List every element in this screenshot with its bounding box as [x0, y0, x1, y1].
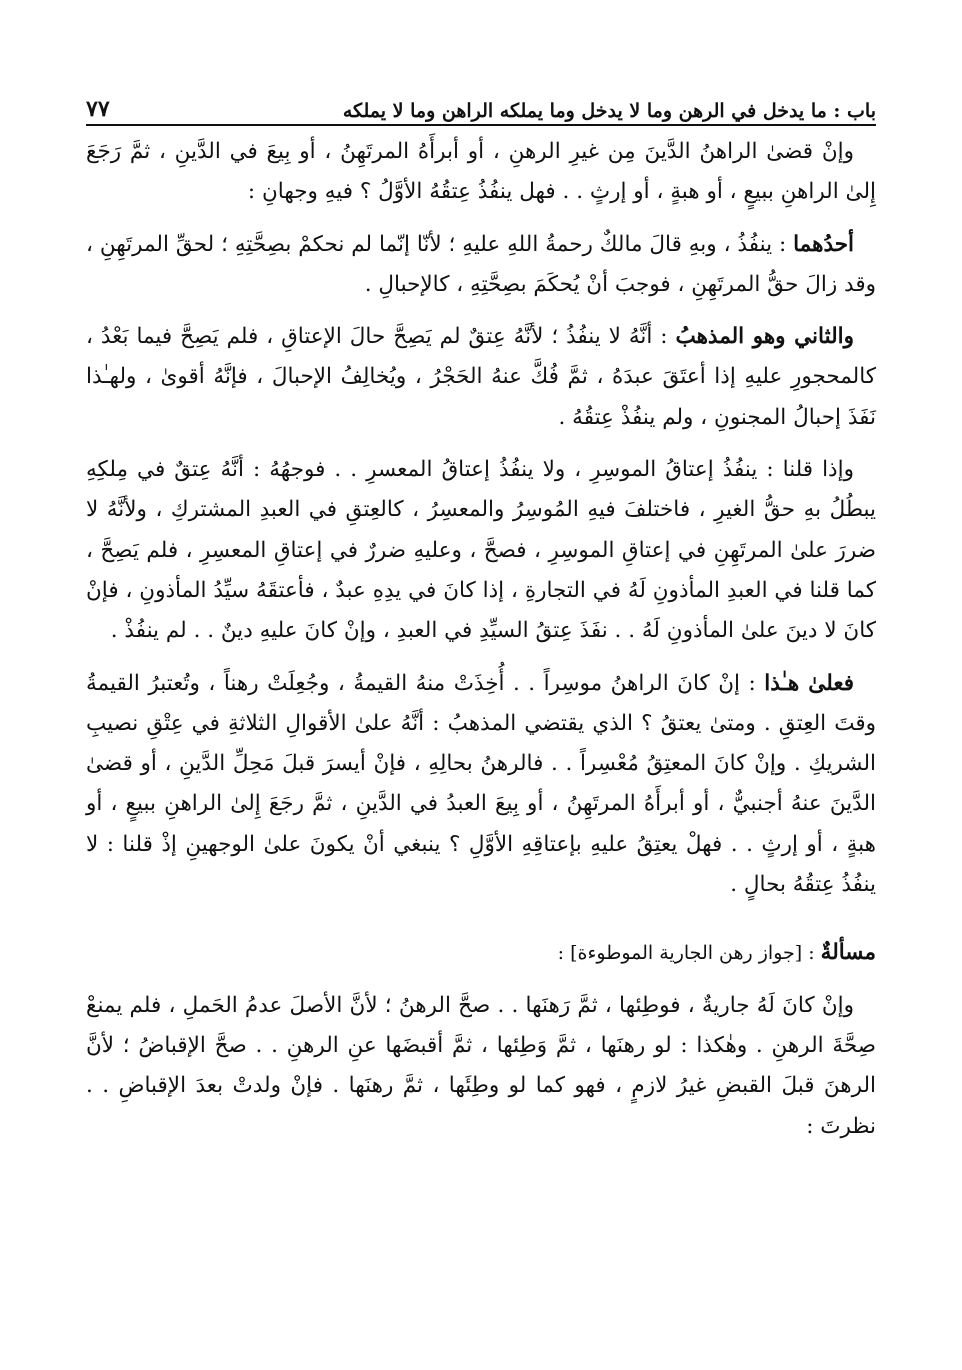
- paragraph-text: وإنْ قضىٰ الراهنُ الدَّينَ مِن غيرِ الرهنِ ، أو أبرأَهُ المرتَهِنُ ، أو بِيعَ في الدَّينِ ، ثمَّ رَجَعَ إِلىٰ الراهنِ ببيعٍ ، أو هبةٍ ، أو إرثٍ . . فهل ينفُذُ عِتقُهُ الأوَّلُ ؟ فيهِ وجهانِ :: [86, 139, 876, 205]
- page-header: [86, 82, 876, 122]
- page-body: [86, 132, 876, 1330]
- paragraph-text: وإذا قلنا : ينفُذُ إعتاقُ الموسِرِ ، ولا ينفُذُ إعتاقُ المعسرِ . . فوجهُهُ : أنَّهُ عِتقٌ في مِلكِهِ يبطُلُ بهِ حقُّ الغيرِ ، فاختلفَ فيهِ المُوسِرُ والمعسِرُ ، كالعِتقِ في العبدِ المشتركِ ، ولأنَّهُ لا ضررَ علىٰ المرتَهِنِ في إعتاقِ الموسِرِ ، فصحَّ ، وعليهِ ضررٌ في إعتاقِ المعسِرِ ، فلم يَصِحَّ ، كما قلنا في العبدِ المأذونِ لَهُ في التجارةِ ، إذا كانَ في يدِهِ عبدٌ ، فأعتقَهُ سيِّدُ المأذونِ ، فإنْ كانَ لا دينَ علىٰ المأذونِ لَهُ . . نفَذَ عِتقُ السيِّدِ في العبدِ ، وإنْ كانَ عليهِ دينٌ . . لم ينفُذْ .: [86, 457, 876, 644]
- paragraph: [86, 450, 876, 651]
- paragraph: [86, 986, 876, 1147]
- paragraph: [86, 664, 876, 906]
- question-heading: [86, 933, 876, 973]
- paragraph-lead: والثاني وهو المذهبُ: [675, 324, 854, 350]
- question-label: مسألةٌ: [820, 940, 876, 966]
- paragraph-text: : ينفُذُ ، وبهِ قالَ مالكٌ رحمةُ اللهِ عليهِ ؛ لأنّا إنّما لم نحكمْ بصِحَّتِهِ ؛ لحقِّ المرتَهِنِ ، وقد زالَ حقُّ المرتَهِنِ ، فوجبَ أنْ يُحكَمَ بصِحَّتِهِ ، كالإحبالِ .: [86, 231, 876, 297]
- paragraph-text: وإنْ كانَ لَهُ جاريةٌ ، فوطِئها ، ثمَّ رَهنَها . . صحَّ الرهنُ ؛ لأنَّ الأصلَ عدمُ الحَملِ ، فلم يمنعْ صِحَّةَ الرهنِ . وهٰكذا : لو رهنَها ، ثمَّ وَطِئها ، ثمَّ أقبضَها عنِ الرهنِ . . صحَّ الإقباضُ ؛ لأنَّ الرهنَ قبلَ القبضِ غيرُ لازمٍ ، فهو كما لو وطِئَها ، ثمَّ رهنَها . فإنْ ولدتْ بعدَ الإقباضِ . . نظرتَ :: [86, 992, 876, 1139]
- paragraph-lead: أحدُهما: [793, 231, 854, 257]
- paragraph-text: : أنَّهُ لا ينفُذُ ؛ لأنَّهُ عِتقٌ لم يَصِحَّ حالَ الإعتاقِ ، فلم يَصِحَّ فيما بَعْدُ ، كالمحجورِ عليهِ إذا أعتَقَ عبدَهُ ، ثمَّ فُكَّ عنهُ الحَجْرُ ، ويُخالِفُ الإحبالَ ، فإنَّهُ أقوىٰ ، ولهـٰذا نَفَذَ إحبالُ المجنونِ ، ولم ينفُذْ عِتقُهُ .: [86, 324, 876, 430]
- running-title: باب : ما يدخل في الرهن وما لا يدخل وما يملكه الراهن وما لا يملكه: [342, 100, 876, 122]
- paragraph-lead: فعلىٰ هـٰذا: [764, 670, 854, 696]
- paragraph: [86, 225, 876, 306]
- paragraph-text: : إنْ كانَ الراهنُ موسِراً . . أُخِذَتْ منهُ القيمةُ ، وجُعِلَتْ رهناً ، وتُعتبرُ القيمةُ وقتَ العِتقِ . ومتىٰ يعتقُ ؟ الذي يقتضي المذهبُ : أنَّهُ علىٰ الأقوالِ الثلاثةِ في عِتْقِ نصيبِ الشريكِ . وإنْ كانَ المعتِقُ مُعْسِراً . . فالرهنُ بحالِهِ ، فإنْ أيسرَ قبلَ مَحِلِّ الدَّينِ ، أو قضىٰ الدَّينَ عنهُ أجنبيٌّ ، أو أبرأَهُ المرتَهِنُ ، أو بِيعَ العبدُ في الدَّينِ ، ثمَّ رجَعَ إِلىٰ الراهنِ ببيعٍ ، أو هبةٍ ، أو إرثٍ . . فهلْ يعتِقُ عليهِ بإعتاقِهِ الأوَّلِ ؟ ينبغي أنْ يكونَ علىٰ الوجهينِ إذْ قلنا : لا ينفُذُ عِتقُهُ بحالٍ .: [86, 670, 876, 898]
- paragraph: [86, 132, 876, 213]
- header-rule: [86, 124, 876, 126]
- page-number: ٧٧: [86, 96, 110, 122]
- paragraph: [86, 317, 876, 438]
- question-title: : [جواز رهن الجارية الموطوءة] :: [557, 942, 821, 965]
